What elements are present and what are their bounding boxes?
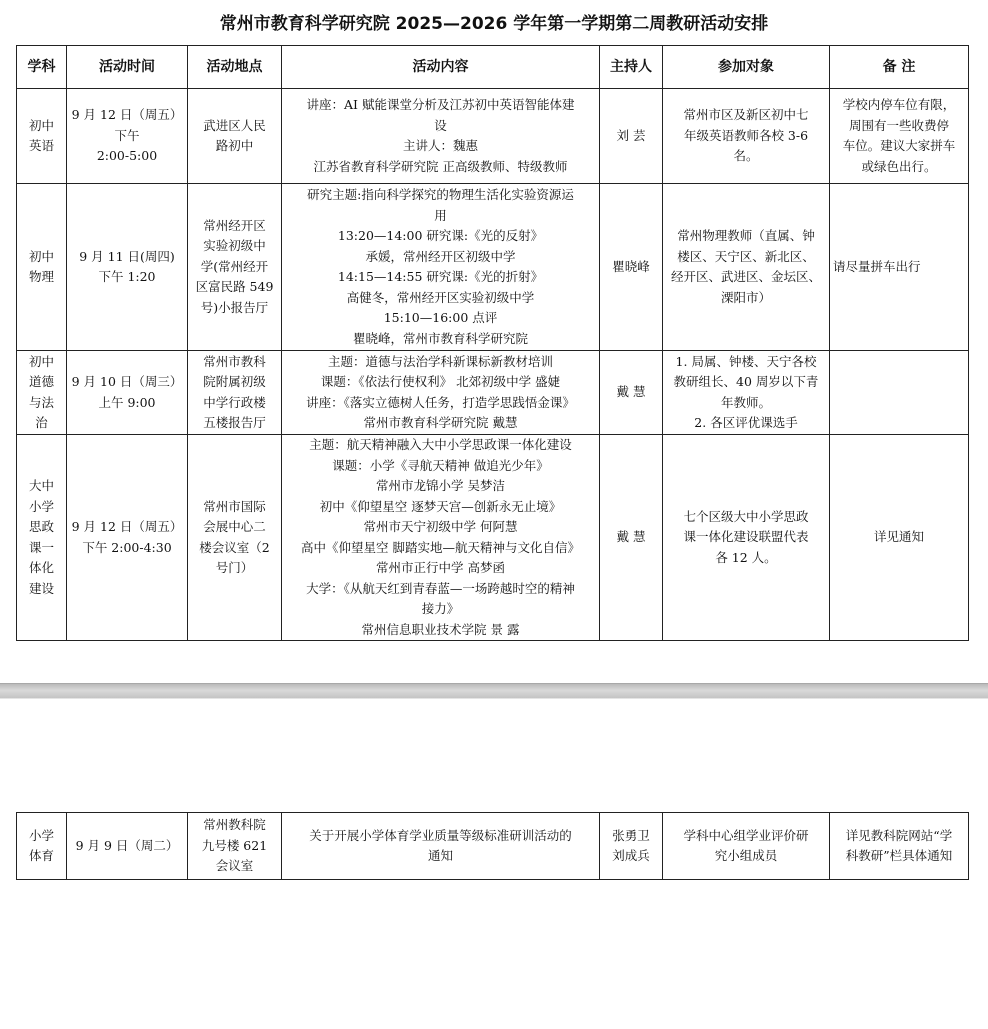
time-cell [67, 351, 188, 435]
cell-line: 瞿晓峰 [612, 258, 650, 274]
table-row [17, 89, 969, 184]
subject-cell [17, 813, 67, 880]
cell-line: 楼会议室（2 [199, 539, 270, 555]
cell-line: 初中 [28, 248, 54, 264]
location-cell [188, 813, 282, 880]
cell-line: 张勇卫 [612, 827, 650, 843]
subject-cell [17, 435, 67, 641]
cell-line: 课题：《依法行使权利》 北郊初级中学 盛婕 [320, 374, 561, 389]
table-row [17, 184, 969, 351]
cell-line: 讲座：AI 赋能课堂分析及江苏初中英语智能体建 [306, 97, 575, 112]
host-cell [600, 351, 663, 435]
cell-line: 大学：《从航天红到青春蓝—一场跨越时空的精神 [306, 580, 575, 596]
cell-line: 路初中 [215, 138, 254, 153]
cell-line: 主讲人：魏惠 [402, 138, 478, 153]
subject-cell [17, 89, 67, 184]
cell-line: 15:10—16:00 点评 [383, 310, 498, 325]
audience-cell [663, 89, 830, 184]
cell-line: 2:00-5:00 [96, 148, 158, 164]
cell-line: 初中 [28, 353, 54, 369]
cell-line: 小学 [28, 827, 54, 843]
cell-line: 戴 慧 [616, 529, 646, 545]
audience-cell [663, 184, 830, 351]
note-cell [830, 351, 969, 435]
cell-line: 与法 [28, 394, 54, 410]
content-cell [282, 351, 600, 435]
cell-line: 9 月 9 日（周二） [75, 837, 179, 853]
subject-cell [17, 184, 67, 351]
cell-line: 常州市国际 [203, 498, 266, 514]
content-cell [282, 184, 600, 351]
cell-line: 刘 芸 [616, 127, 646, 143]
cell-line: 接力》 [421, 601, 460, 616]
cell-line: 名。 [733, 148, 759, 164]
location-cell [188, 435, 282, 641]
cell-line: 主题：道德与法治学科新课标新教材培训 [327, 353, 553, 369]
cell-line: 瞿晓峰，常州市教育科学研究院 [352, 330, 528, 346]
cell-line: 中学行政楼 [203, 394, 266, 410]
cell-line: 院附属初级 [203, 374, 266, 389]
cell-line: 9 月 12 日（周五） [71, 107, 183, 123]
cell-line: 年级英语教师各校 3-6 [683, 127, 809, 143]
location-cell [188, 351, 282, 435]
cell-line: 会议室 [215, 858, 254, 874]
cell-line: 体化 [28, 560, 54, 575]
cell-line: 下午 [114, 127, 140, 143]
header-subject: 学科 [17, 46, 67, 89]
cell-line: 详见通知 [873, 529, 924, 545]
location-cell [188, 184, 282, 351]
cell-line: 初中 [28, 117, 54, 133]
cell-line: 周围有一些收费停 [848, 117, 949, 133]
cell-line: 科教研”栏具体通知 [845, 848, 953, 863]
time-cell [67, 89, 188, 184]
time-cell [67, 813, 188, 880]
cell-line: 下午 2:00-4:30 [82, 539, 172, 555]
cell-line: 小学 [28, 498, 54, 514]
cell-line: 承媛，常州经开区初级中学 [365, 248, 516, 264]
cell-line: 14:15—14:55 研究课:《光的折射》 [337, 269, 544, 284]
cell-line: 大中 [28, 478, 54, 493]
cell-line: 课一体化建设联盟代表 [683, 529, 809, 545]
subject-cell [17, 351, 67, 435]
table-row [17, 351, 969, 435]
audience-cell [663, 351, 830, 435]
header-time: 活动时间 [67, 46, 188, 89]
cell-line: 常州市正行中学 高梦函 [376, 560, 505, 575]
table-row [17, 435, 969, 641]
cell-line: 七个区级大中小学思政 [683, 508, 809, 524]
content-cell [282, 813, 600, 880]
audience-cell [663, 435, 830, 641]
cell-line: 九号楼 621 [201, 837, 268, 853]
cell-line: 常州市教育科学研究院 戴慧 [363, 415, 518, 430]
cell-line: 号门） [215, 560, 254, 575]
cell-line: 关于开展小学体育学业质量等级标准研训活动的 [309, 827, 572, 843]
cell-line: 戴 慧 [616, 384, 646, 400]
cell-line: 物理 [28, 269, 54, 284]
cell-line: 初中《仰望星空 逐梦天宫—创新永无止境》 [319, 498, 562, 514]
header-location: 活动地点 [188, 46, 282, 89]
note-cell [830, 813, 969, 880]
cell-line: 请尽量拼车出行 [833, 258, 921, 274]
schedule-table-continued [16, 812, 969, 880]
cell-line: 体育 [28, 848, 54, 863]
header-host: 主持人 [600, 46, 663, 89]
cell-line: 区富民路 549 [195, 279, 274, 295]
cell-line: 道德 [28, 374, 54, 389]
cell-line: 课题：小学《寻航天精神 做追光少年》 [332, 457, 549, 473]
cell-line: 课一 [28, 539, 54, 555]
page-break-bar [0, 683, 988, 699]
cell-line: 教研组长、40 周岁以下青 [673, 374, 819, 389]
cell-line: 或绿色出行。 [861, 158, 937, 174]
cell-line: 研究主题:指向科学探究的物理生活化实验资源运 [307, 187, 574, 202]
cell-line: 江苏省教育科学研究院 正高级教师、特级教师 [313, 158, 568, 174]
host-cell [600, 813, 663, 880]
cell-line: 实验初级中 [203, 238, 266, 254]
cell-line: 常州市龙锦小学 吴梦洁 [376, 478, 505, 493]
cell-line: 究小组成员 [714, 848, 778, 863]
note-cell [830, 89, 969, 184]
host-cell [600, 89, 663, 184]
cell-line: 设 [434, 117, 447, 133]
cell-line: 上午 9:00 [98, 394, 156, 410]
cell-line: 车位。建议大家拼车 [842, 138, 956, 153]
header-row [17, 46, 969, 89]
cell-line: 讲座：《落实立德树人任务，打造学思践悟金课》 [306, 394, 575, 410]
cell-line: 用 [434, 207, 447, 223]
cell-line: 武进区人民 [203, 117, 266, 133]
cell-line: 治 [35, 415, 48, 430]
header-audience: 参加对象 [663, 46, 830, 89]
location-cell [188, 89, 282, 184]
cell-line: 下午 1:20 [98, 269, 156, 284]
cell-line: 会展中心二 [203, 519, 266, 534]
cell-line: 高健冬，常州经开区实验初级中学 [346, 289, 535, 305]
page-title: 常州市教育科学研究院 2025—2026 学年第一学期第二周教研活动安排 [219, 14, 769, 34]
header-note: 备 注 [830, 46, 969, 89]
cell-line: 建设 [28, 580, 54, 596]
cell-line: 常州信息职业技术学院 景 露 [361, 621, 520, 637]
cell-line: 通知 [427, 848, 453, 863]
cell-line: 9 月 12 日（周五） [71, 519, 183, 534]
cell-line: 学科中心组学业评价研 [683, 827, 809, 843]
schedule-table [16, 45, 969, 641]
cell-line: 9 月 10 日（周三） [71, 374, 183, 389]
audience-cell [663, 813, 830, 880]
cell-line: 2. 各区评优课选手 [694, 415, 798, 430]
header-content: 活动内容 [282, 46, 600, 89]
content-cell [282, 89, 600, 184]
host-cell [600, 184, 663, 351]
cell-line: 常州经开区 [203, 217, 266, 233]
cell-line: 经开区、武进区、金坛区、 [670, 269, 821, 284]
note-cell [830, 184, 969, 351]
host-cell [600, 435, 663, 641]
cell-line: 思政 [28, 519, 54, 534]
content-cell [282, 435, 600, 641]
time-cell [67, 184, 188, 351]
cell-line: 各 12 人。 [715, 549, 777, 565]
cell-line: 常州物理教师（直属、钟 [677, 228, 815, 243]
cell-line: 年教师。 [720, 394, 771, 410]
cell-line: 主题：航天精神融入大中小学思政课一体化建设 [309, 437, 572, 452]
table-row [17, 813, 969, 880]
cell-line: 详见教科院网站“学 [845, 827, 953, 843]
cell-line: 学(常州经开 [200, 258, 269, 274]
cell-line: 刘成兵 [612, 848, 650, 863]
time-cell [67, 435, 188, 641]
cell-line: 13:20—14:00 研究课:《光的反射》 [337, 228, 544, 243]
cell-line: 英语 [28, 138, 54, 153]
cell-line: 高中《仰望星空 脚踏实地—航天精神与文化自信》 [301, 539, 580, 555]
cell-line: 常州市教科 [203, 353, 266, 369]
cell-line: 楼区、天宁区、新北区、 [677, 248, 815, 264]
cell-line: 常州市区及新区初中七 [683, 107, 809, 123]
cell-line: 学校内停车位有限， [842, 97, 956, 112]
cell-line: 9 月 11 日(周四) [79, 248, 175, 264]
cell-line: 1. 局属、钟楼、天宁各校 [675, 353, 817, 369]
cell-line: 常州市天宁初级中学 何阿慧 [363, 519, 518, 534]
cell-line: 溧阳市） [720, 289, 771, 305]
note-cell [830, 435, 969, 641]
cell-line: 号)小报告厅 [200, 299, 269, 315]
cell-line: 五楼报告厅 [203, 415, 266, 430]
cell-line: 常州教科院 [203, 817, 266, 833]
